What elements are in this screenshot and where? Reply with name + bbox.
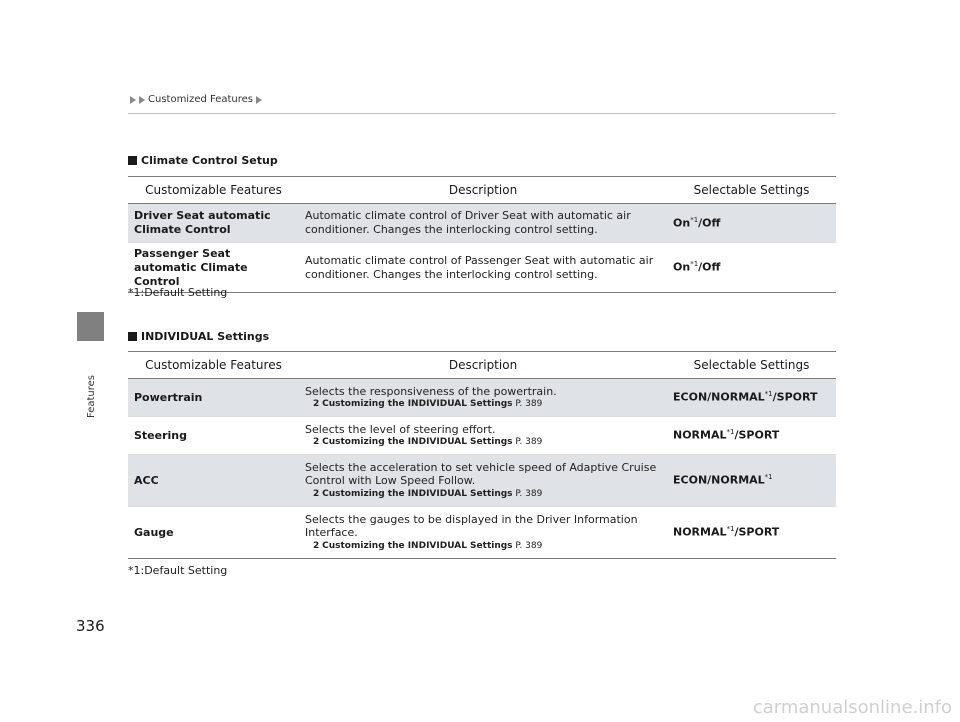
arrow-icon — [256, 96, 262, 104]
settings-value: ECON/NORMAL — [673, 390, 765, 404]
feature-cell: Powertrain — [128, 379, 299, 417]
column-header: Customizable Features — [128, 352, 299, 379]
description-cell — [299, 417, 667, 455]
settings-cell — [667, 204, 836, 243]
table-header-row — [128, 352, 836, 379]
reference-title: Customizing the INDIVIDUAL Settings — [322, 489, 513, 500]
column-header: Selectable Settings — [667, 177, 836, 204]
settings-cell — [667, 417, 836, 455]
individual-settings-table — [128, 351, 836, 559]
footnote-mark: *1 — [764, 473, 773, 482]
settings-cell — [667, 379, 836, 417]
reference-icon: 2 — [313, 489, 320, 500]
settings-cell — [667, 455, 836, 507]
table-row — [128, 417, 836, 455]
description-text: Selects the responsiveness of the powertrain. — [305, 384, 557, 398]
settings-value: /Off — [698, 216, 721, 230]
description-text: Selects the gauges to be displayed in the Driver Information Interface. — [305, 512, 638, 540]
footnote-mark: *1 — [690, 260, 699, 269]
reference-page: P. 389 — [512, 437, 543, 448]
settings-cell — [667, 507, 836, 559]
chapter-tab — [77, 312, 104, 341]
cross-reference-link[interactable] — [305, 541, 661, 552]
footnote: *1:Default Setting — [128, 286, 228, 299]
header-divider — [128, 113, 836, 114]
feature-cell: Passenger Seat automatic Climate Control — [128, 243, 299, 293]
column-header: Description — [299, 352, 667, 379]
section-title-text: Climate Control Setup — [141, 154, 278, 167]
column-header: Selectable Settings — [667, 352, 836, 379]
arrow-icon — [130, 96, 136, 104]
reference-title: Customizing the INDIVIDUAL Settings — [322, 399, 513, 410]
square-bullet-icon — [128, 332, 137, 341]
column-header: Customizable Features — [128, 177, 299, 204]
table-row — [128, 204, 836, 243]
section-title-individual — [128, 330, 269, 343]
table-row — [128, 507, 836, 559]
cross-reference-link[interactable] — [305, 489, 661, 500]
footnote-mark: *1 — [690, 215, 699, 224]
footnote-mark: *1 — [764, 390, 773, 399]
table-row — [128, 243, 836, 293]
settings-value: /Off — [698, 261, 721, 275]
settings-value: /SPORT — [734, 428, 780, 442]
settings-value: ECON/NORMAL — [673, 473, 765, 487]
description-cell — [299, 507, 667, 559]
settings-value: /SPORT — [772, 390, 818, 404]
section-title-text: INDIVIDUAL Settings — [141, 330, 270, 343]
description-cell — [299, 455, 667, 507]
breadcrumb — [130, 94, 262, 105]
breadcrumb-label[interactable]: Customized Features — [148, 94, 254, 105]
settings-cell — [667, 243, 836, 293]
section-title-climate — [128, 154, 278, 167]
reference-icon: 2 — [313, 437, 320, 448]
reference-title: Customizing the INDIVIDUAL Settings — [322, 541, 513, 552]
square-bullet-icon — [128, 156, 137, 165]
description-text: Selects the level of steering effort. — [305, 422, 496, 436]
reference-page: P. 389 — [512, 541, 543, 552]
arrow-icon — [139, 96, 145, 104]
reference-icon: 2 — [313, 541, 320, 552]
page-number: 336 — [76, 617, 105, 635]
chapter-label: Features — [86, 375, 97, 418]
feature-cell: ACC — [128, 455, 299, 507]
feature-cell: Driver Seat automatic Climate Control — [128, 204, 299, 243]
cross-reference-link[interactable] — [305, 437, 661, 448]
settings-value: /SPORT — [734, 525, 780, 539]
settings-value: NORMAL — [673, 525, 727, 539]
description-text: Selects the acceleration to set vehicle speed of Adaptive Cruise Control with Low Speed Follow. — [305, 460, 657, 488]
table-header-row — [128, 177, 836, 204]
reference-icon: 2 — [313, 399, 320, 410]
table-row — [128, 455, 836, 507]
footnote-mark: *1 — [726, 525, 735, 534]
climate-settings-table — [128, 176, 836, 293]
footnote: *1:Default Setting — [128, 564, 228, 577]
feature-cell: Steering — [128, 417, 299, 455]
description-cell: Automatic climate control of Driver Seat with automatic air conditioner. Changes the interlocking control setting. — [299, 204, 667, 243]
table-row — [128, 379, 836, 417]
reference-title: Customizing the INDIVIDUAL Settings — [322, 437, 513, 448]
description-cell — [299, 379, 667, 417]
reference-page: P. 389 — [512, 489, 543, 500]
description-cell: Automatic climate control of Passenger Seat with automatic air conditioner. Changes the interlocking control setting. — [299, 243, 667, 293]
watermark: carmanualsonline.info — [752, 697, 952, 718]
settings-value: On — [673, 261, 691, 275]
reference-page: P. 389 — [512, 399, 543, 410]
cross-reference-link[interactable] — [305, 399, 661, 410]
settings-value: On — [673, 216, 691, 230]
column-header: Description — [299, 177, 667, 204]
settings-value: NORMAL — [673, 428, 727, 442]
footnote-mark: *1 — [726, 428, 735, 437]
feature-cell: Gauge — [128, 507, 299, 559]
